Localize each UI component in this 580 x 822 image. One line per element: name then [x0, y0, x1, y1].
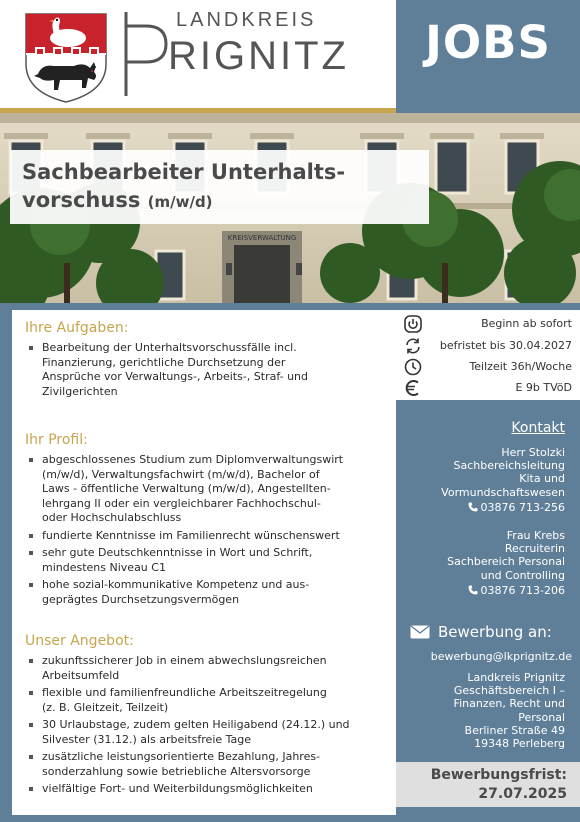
contact-phone-2[interactable]	[468, 584, 565, 597]
job-facts	[396, 310, 580, 400]
mail-icon	[410, 625, 430, 639]
contact-phone-1-number: 03876 713-256	[480, 501, 565, 514]
application-heading-text: Bewerbung an:	[438, 623, 552, 641]
phone-icon	[468, 502, 478, 512]
logo	[0, 0, 396, 108]
profile-list	[25, 453, 387, 607]
fact-limited	[396, 335, 580, 357]
list-item: zusätzliche leistungsorientierte Bezahlung, Jahres- sonderzahlung sowie betriebliche Altersvorsorge	[25, 750, 387, 779]
deadline-date: 27.07.2025	[478, 786, 567, 802]
phone-icon	[468, 585, 478, 595]
job-title-line-2	[22, 186, 417, 216]
tasks-heading: Ihre Aufgaben:	[25, 320, 129, 336]
building-sign: KREISVERWALTUNG	[227, 234, 297, 242]
offer-section	[25, 633, 387, 800]
refresh-icon	[404, 337, 422, 355]
application-heading	[410, 623, 552, 641]
contact-phone-2-number: 03876 713-206	[480, 584, 565, 597]
list-item: sehr gute Deutschkenntnisse in Wort und Schrift, mindestens Niveau C1	[25, 546, 387, 575]
jobs-banner	[396, 0, 580, 113]
job-description	[12, 310, 396, 815]
offer-list	[25, 654, 387, 797]
job-title-box	[10, 150, 429, 224]
list-item: abgeschlossenes Studium zum Diplomverwaltungswirt (m/w/d), Verwaltungsfachwirt (m/w/d), Bachelor of Laws - öffentliche Verwaltung (m/w/d), Angestellten- lehrgang II oder ein vergleichbarer Fachhochschul- oder Hochschulabschluss	[25, 453, 387, 526]
list-item: 30 Urlaubstage, zudem gelten Heiligabend (24.12.) und Silvester (31.12.) als arbeitsfreie Tage	[25, 718, 387, 747]
job-title-line-1: Sachbearbeiter Unterhalts-	[22, 160, 346, 184]
contact-heading: Kontakt	[511, 420, 565, 436]
euro-icon	[404, 379, 422, 397]
power-icon	[404, 315, 422, 333]
logo-prignitz-text: RIGNITZ	[168, 34, 349, 78]
logo-landkreis-text: LANDKREIS	[176, 9, 317, 31]
tasks-section	[25, 320, 387, 402]
list-item: Bearbeitung der Unterhaltsvorschussfälle incl. Finanzierung, gerichtliche Durchsetzung der Ansprüche vor Verwaltungs-, Arbeits-, Straf- und Zivilgerichten	[25, 341, 387, 399]
coat-of-arms-icon	[24, 12, 108, 104]
fact-start-text: Beginn ab sofort	[481, 317, 572, 330]
fact-pay-text: E 9b TVöD	[515, 381, 572, 394]
list-item: zukunftssicherer Job in einem abwechslungsreichen Arbeitsumfeld	[25, 654, 387, 683]
building-photo	[0, 113, 580, 303]
offer-heading: Unser Angebot:	[25, 633, 134, 649]
contact-person-2: Frau Krebs Recruiterin Sachbereich Personal und Controlling	[447, 529, 565, 582]
fact-limited-text: befristet bis 30.04.2027	[439, 339, 572, 352]
jobs-title: JOBS	[425, 16, 551, 69]
profile-heading: Ihr Profil:	[25, 432, 88, 448]
job-title-suffix: (m/w/d)	[147, 193, 213, 211]
application-address: Landkreis Prignitz Geschäftsbereich I – Finanzen, Recht und Personal Berliner Straße 49 19348 Perleberg	[453, 671, 565, 751]
clock-icon	[404, 358, 422, 376]
list-item: hohe sozial-kommunikative Kompetenz und aus- geprägtes Durchsetzungsvermögen	[25, 578, 387, 607]
tasks-list	[25, 341, 387, 399]
fact-pay	[396, 377, 580, 399]
deadline-label: Bewerbungsfrist:	[430, 767, 567, 783]
fact-start	[396, 313, 580, 335]
contact-person-1: Herr Stolzki Sachbereichsleitung Kita und Vormundschaftswesen	[441, 446, 565, 499]
application-deadline	[396, 762, 580, 807]
profile-section	[25, 432, 387, 610]
contact-phone-1[interactable]	[468, 501, 565, 514]
fact-hours	[396, 356, 580, 378]
list-item: vielfältige Fort- und Weiterbildungsmöglichkeiten	[25, 782, 387, 797]
list-item: flexible und familienfreundliche Arbeitszeitregelung (z. B. Gleitzeit, Teilzeit)	[25, 686, 387, 715]
header	[0, 0, 580, 112]
list-item: fundierte Kenntnisse im Familienrecht wünschenswert	[25, 529, 387, 544]
fact-hours-text: Teilzeit 36h/Woche	[469, 360, 572, 373]
application-email[interactable]: bewerbung@lkprignitz.de	[430, 650, 572, 663]
job-title-main: vorschuss	[22, 188, 141, 212]
